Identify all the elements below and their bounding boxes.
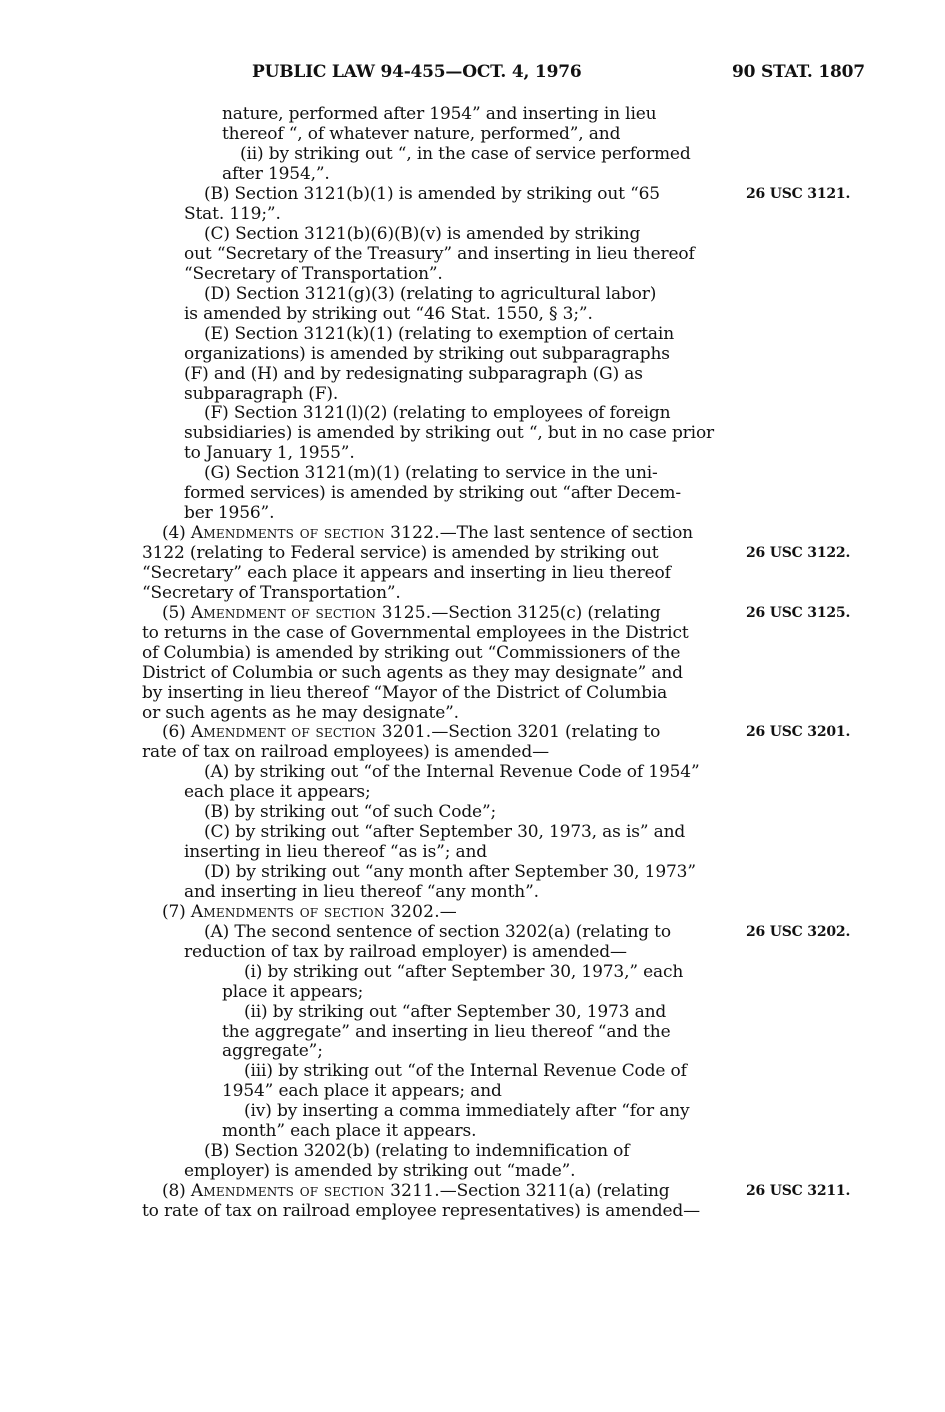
section-6-heading-line: (6) Amendment of section 3201.—Section 3201 (relating to [162,722,661,742]
text-line: District of Columbia or such agents as they may designate” and [142,663,683,683]
text-line: (A) by striking out “of the Internal Revenue Code of 1954” [204,762,700,782]
section-heading: Amendments of section 3211. [190,1181,440,1201]
text-line: (i) by striking out “after September 30, 1973,” each [244,962,684,982]
text-line: (ii) by striking out “after September 30, 1973 and [244,1002,667,1022]
margin-citation: 26 USC 3121. [746,186,851,202]
text-line: (D) Section 3121(g)(3) (relating to agricultural labor) [204,284,657,304]
running-header-title: PUBLIC LAW 94-455—OCT. 4, 1976 [252,62,582,82]
margin-citation: 26 USC 3202. [746,924,851,940]
text-line: formed services) is amended by striking out “after Decem- [184,483,682,503]
text-line: (B) Section 3202(b) (relating to indemnification of [204,1141,630,1161]
text-line: (F) and (H) and by redesignating subparagraph (G) as [184,364,643,384]
section-7-heading-line: (7) Amendments of section 3202.— [162,902,457,922]
text-line: each place it appears; [184,782,371,802]
text-line: to rate of tax on railroad employee representatives) is amended— [142,1201,700,1221]
margin-citation: 26 USC 3125. [746,605,851,621]
section-heading: Amendment of section 3125. [190,603,432,623]
text-line: “Secretary of Transportation”. [142,583,401,603]
text-line: (F) Section 3121(l)(2) (relating to employees of foreign [204,403,671,423]
section-heading: Amendments of section 3202. [190,902,440,922]
text-line: (iv) by inserting a comma immediately after “for any [244,1101,690,1121]
text-line: subparagraph (F). [184,384,339,404]
text-line: (A) The second sentence of section 3202(a) (relating to [204,922,671,942]
text-line: “Secretary of Transportation”. [184,264,443,284]
section-heading: Amendments of section 3122. [190,523,440,543]
text-line: to January 1, 1955”. [184,443,355,463]
text-line: (B) Section 3121(b)(1) is amended by striking out “65 [204,184,660,204]
text-line: (C) Section 3121(b)(6)(B)(v) is amended by striking [204,224,641,244]
text-line: aggregate”; [222,1041,323,1061]
text-line: reduction of tax by railroad employer) is amended— [184,942,627,962]
text-line: (D) by striking out “any month after September 30, 1973” [204,862,696,882]
text-line: nature, performed after 1954” and inserting in lieu [222,104,657,124]
text-line: employer) is amended by striking out “made”. [184,1161,576,1181]
text-line: inserting in lieu thereof “as is”; and [184,842,488,862]
text-line: is amended by striking out “46 Stat. 1550, § 3;”. [184,304,593,324]
text-line: thereof “, of whatever nature, performed”, and [222,124,621,144]
section-4-heading-line: (4) Amendments of section 3122.—The last sentence of section [162,523,693,543]
text-line: and inserting in lieu thereof “any month”. [184,882,539,902]
section-8-heading-line: (8) Amendments of section 3211.—Section 3211(a) (relating [162,1181,670,1201]
text-line: subsidiaries) is amended by striking out “, but in no case prior [184,423,715,443]
text-line: by inserting in lieu thereof “Mayor of the District of Columbia [142,683,668,703]
margin-citation: 26 USC 3211. [746,1183,851,1199]
text-line: 1954” each place it appears; and [222,1081,502,1101]
margin-citation: 26 USC 3122. [746,545,851,561]
section-5-heading-line: (5) Amendment of section 3125.—Section 3125(c) (relating [162,603,661,623]
text-line: “Secretary” each place it appears and inserting in lieu thereof [142,563,671,583]
text-line: (B) by striking out “of such Code”; [204,802,497,822]
text-line: organizations) is amended by striking out subparagraphs [184,344,670,364]
text-line: rate of tax on railroad employees) is amended— [142,742,549,762]
text-line: to returns in the case of Governmental employees in the District [142,623,689,643]
text-line: out “Secretary of the Treasury” and inserting in lieu thereof [184,244,695,264]
text-line: (iii) by striking out “of the Internal Revenue Code of [244,1061,687,1081]
section-heading: Amendment of section 3201. [190,722,432,742]
text-line: the aggregate” and inserting in lieu thereof “and the [222,1022,671,1042]
page-number: 90 STAT. 1807 [732,62,865,82]
margin-citation: 26 USC 3201. [746,724,851,740]
text-line: or such agents as he may designate”. [142,703,459,723]
text-line: 3122 (relating to Federal service) is amended by striking out [142,543,659,563]
text-line: place it appears; [222,982,364,1002]
text-line: (G) Section 3121(m)(1) (relating to service in the uni- [204,463,658,483]
text-line: after 1954,”. [222,164,330,184]
text-line: Stat. 119;”. [184,204,281,224]
text-line: month” each place it appears. [222,1121,477,1141]
text-line: (E) Section 3121(k)(1) (relating to exemption of certain [204,324,674,344]
text-line: ber 1956”. [184,503,275,523]
text-line: (C) by striking out “after September 30, 1973, as is” and [204,822,686,842]
text-line: of Columbia) is amended by striking out “Commissioners of the [142,643,681,663]
text-line: (ii) by striking out “, in the case of service performed [240,144,691,164]
